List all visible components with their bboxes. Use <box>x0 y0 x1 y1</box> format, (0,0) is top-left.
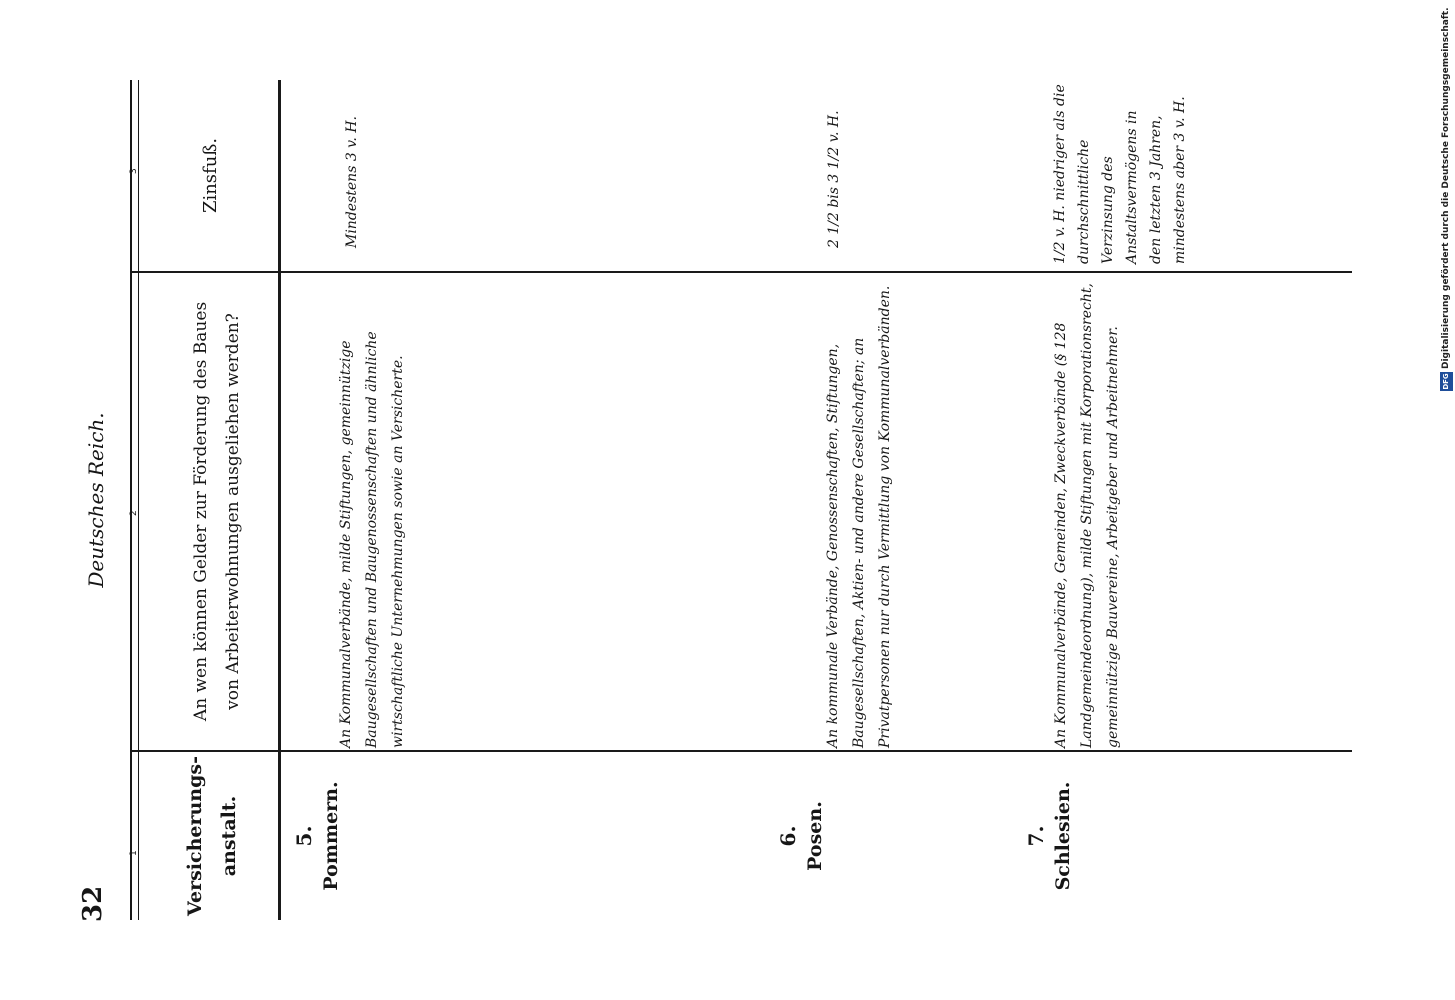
running-head: Deutsches Reich. <box>84 412 108 588</box>
row-interest-schlesien: 1/2 v. H. niedriger als die durchschnittliche Verzinsung des Anstaltsvermögens in den letzten 3 Jahren, mindestens aber 3 v. H. <box>1052 84 1188 264</box>
column-divider-1-2 <box>130 750 1352 752</box>
row-interest-pommern: Mindestens 3 v. H. <box>344 116 360 248</box>
row-name-posen: Posen. <box>804 801 826 871</box>
column-number-1: 1 <box>129 850 139 856</box>
row-number-schlesien: 7. <box>1024 825 1048 847</box>
header-col2-line2: von Arbeiterwohnungen ausgeliehen werden? <box>223 313 243 710</box>
header-col3: Zinsfuß. <box>200 137 221 214</box>
row-name-pommern: Pommern. <box>320 781 342 891</box>
column-number-3: 3 <box>129 168 139 174</box>
column-divider-2-3 <box>130 271 1352 273</box>
dfg-logo-icon: DFG <box>1440 372 1453 391</box>
row-name-schlesien: Schlesien. <box>1052 781 1074 891</box>
header-col1-line1: Versicherungs- <box>184 756 206 916</box>
page-number: 32 <box>78 885 108 922</box>
column-number-2: 2 <box>129 510 139 516</box>
table-top-rule <box>130 80 132 920</box>
row-interest-posen: 2 1/2 bis 3 1/2 v. H. <box>826 110 842 248</box>
credit-text: Digitalisierung gefördert durch die Deutsche Forschungsgemeinschaft. <box>1441 7 1451 369</box>
row-recipients-posen: An kommunale Verbände, Genossenschaften, Stiftungen, Baugesellschaften, Aktien- und andere Gesellschaften; an Privatpersonen nur durch Vermittlung von Kommunalverbänden. <box>825 285 893 748</box>
header-col1-line2: anstalt. <box>218 795 240 877</box>
header-col2-line1: An wen können Gelder zur Förderung des Baues <box>191 301 211 722</box>
row-recipients-schlesien: An Kommunalverbände, Gemeinden, Zweckverbände (§ 128 Landgemeindeordnung), milde Stiftungen mit Korporationsrecht, gemeinnützige Bauvereine, Arbeitgeber und Arbeitnehmer. <box>1053 283 1121 748</box>
header-bottom-rule <box>278 80 281 920</box>
row-recipients-pommern: An Kommunalverbände, milde Stiftungen, gemeinnützige Baugesellschaften und Baugenossenschaften und ähnliche wirtschaftliche Unternehmungen sowie an Versicherte. <box>338 331 406 748</box>
digitization-credit <box>1440 6 1454 391</box>
row-number-posen: 6. <box>776 825 800 847</box>
column-number-rule <box>138 80 139 920</box>
row-number-pommern: 5. <box>292 825 316 847</box>
